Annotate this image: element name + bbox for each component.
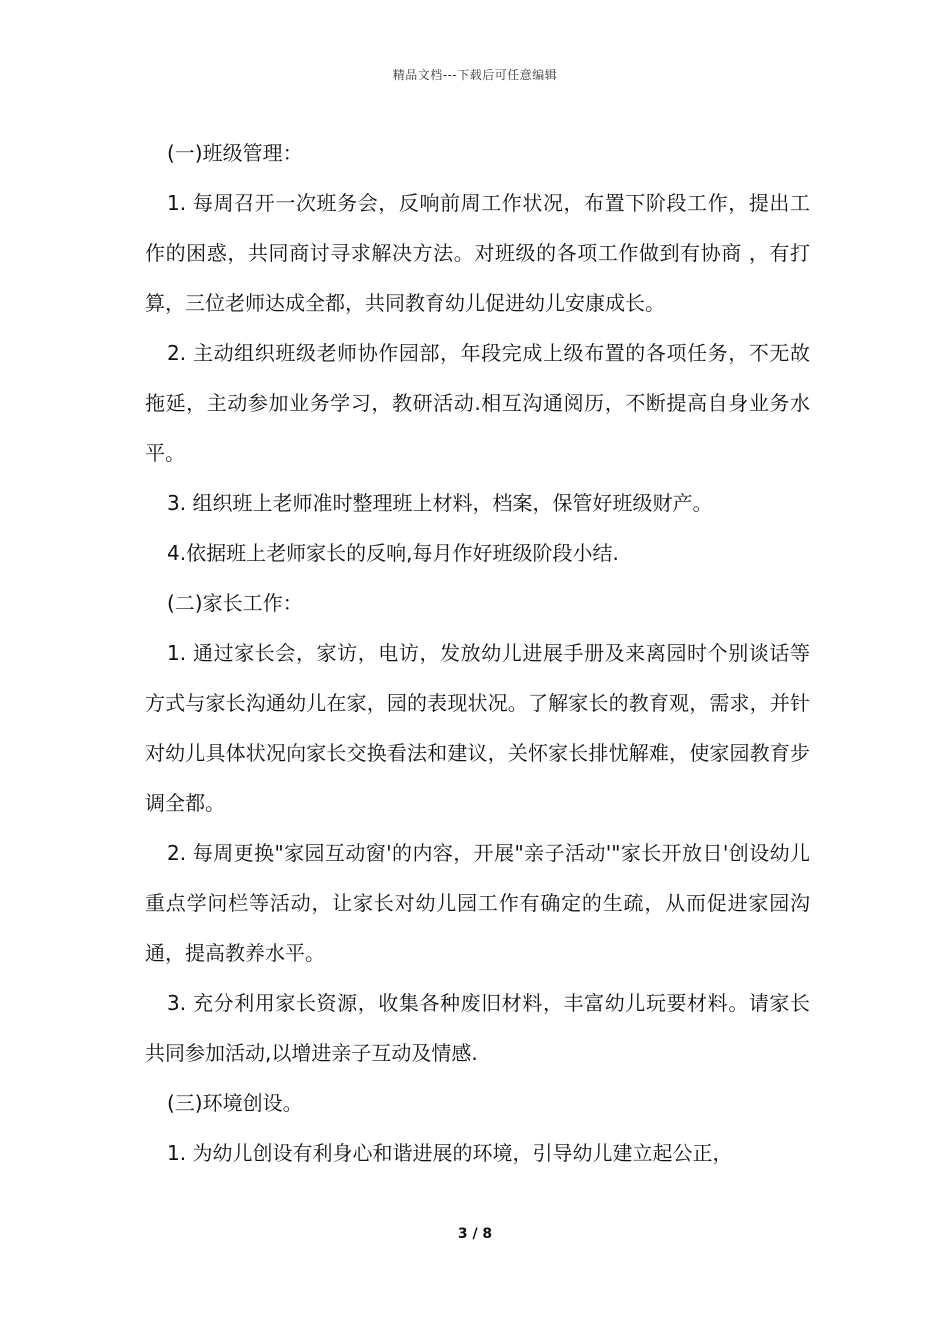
section-heading-parent-work: (二)家长工作： (167, 591, 303, 615)
document-body (145, 128, 810, 1178)
paragraph: 2. 每周更换"家园互动窗'的内容，开展"亲子活动'"家长开放日'创设幼儿重点学问栏等活动，让家长对幼儿园工作有确定的生疏，从而促进家园沟通，提高教养水平。 (145, 841, 810, 965)
page-number: 3 / 8 (457, 1226, 493, 1242)
paragraph: 3. 充分利用家长资源，收集各种废旧材料，丰富幼儿玩要材料。请家长共同参加活动,以增进亲子互动及情感. (145, 991, 810, 1065)
paragraph: 1. 每周召开一次班务会，反响前周工作状况，布置下阶段工作，提出工作的困惑，共同商讨寻求解决方法。对班级的各项工作做到有协商 ，有打算，三位老师达成全都，共同教育幼儿促进幼儿安康成长。 (145, 191, 810, 315)
section-heading-class-management: (一)班级管理： (167, 141, 303, 165)
paragraph: 2. 主动组织班级老师协作园部，年段完成上级布置的各项任务，不无故拖延，主动参加业务学习，教研活动.相互沟通阅历，不断提高自身业务水平。 (145, 341, 810, 465)
page-header: 精品文档---下载后可任意编辑 (392, 68, 558, 82)
paragraph: 4.依据班上老师家长的反响,每月作好班级阶段小结. (167, 541, 619, 565)
section-heading-environment: (三)环境创设。 (167, 1091, 303, 1115)
paragraph: 1. 通过家长会，家访，电访，发放幼儿进展手册及来离园时个别谈话等方式与家长沟通幼儿在家，园的表现状况。了解家长的教育观，需求，并针对幼儿具体状况向家长交换看法和建议，关怀家长排忧解难，使家园教育步调全都。 (145, 641, 810, 815)
paragraph: 1. 为幼儿创设有利身心和谐进展的环境，引导幼儿建立起公正， (167, 1141, 733, 1165)
paragraph: 3. 组织班上老师准时整理班上材料，档案，保管好班级财产。 (167, 491, 713, 515)
